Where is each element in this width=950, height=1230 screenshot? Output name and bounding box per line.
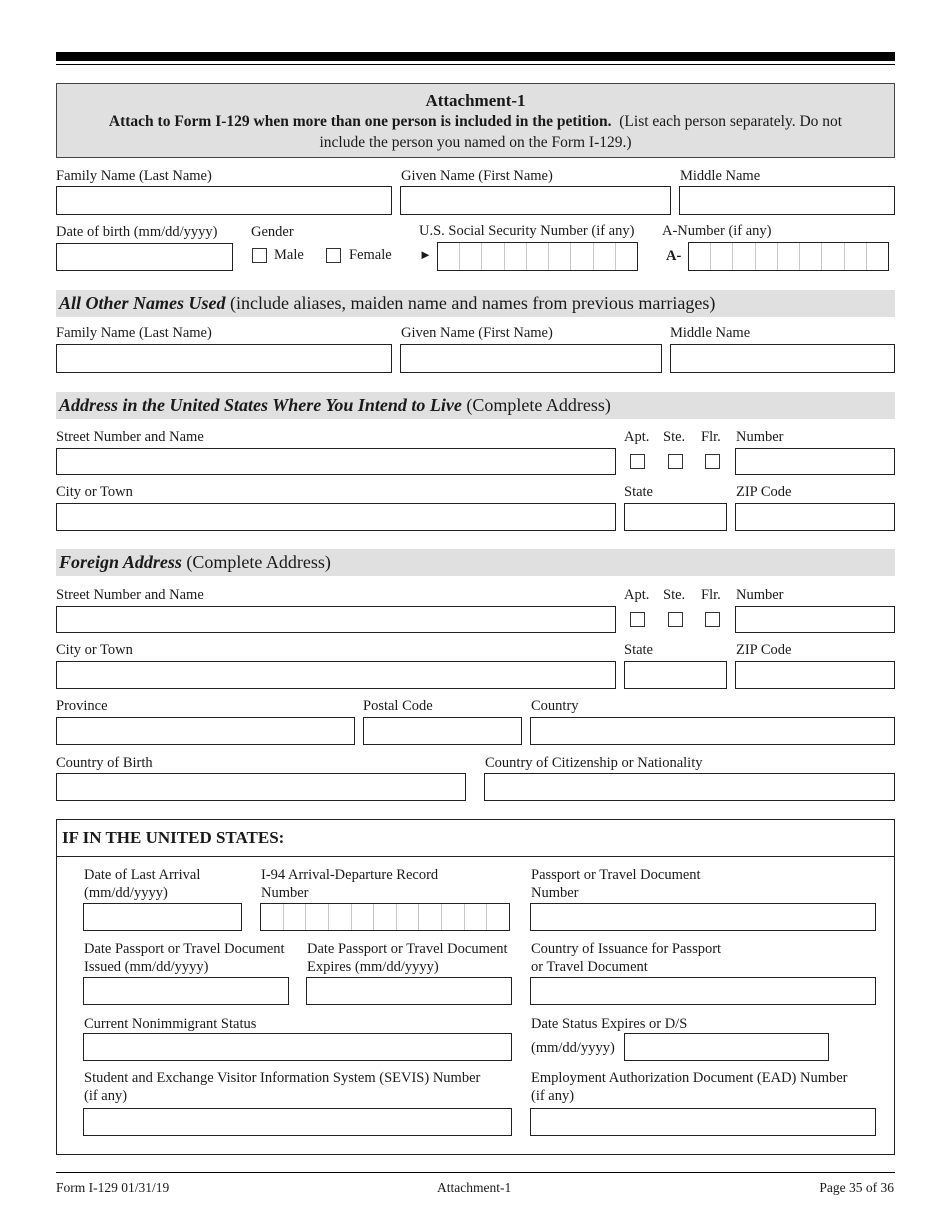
female-label: Female xyxy=(349,247,392,263)
i94-input[interactable] xyxy=(260,903,510,931)
nonimmigrant-status-input[interactable] xyxy=(83,1033,512,1061)
province-input[interactable] xyxy=(56,717,355,745)
other-given-name-input[interactable] xyxy=(400,344,662,373)
passport-label-2: Number xyxy=(531,885,579,901)
pp-issued-input[interactable] xyxy=(83,977,289,1005)
us-state-label: State xyxy=(624,484,653,500)
given-name-label: Given Name (First Name) xyxy=(401,168,553,184)
foreign-apt-label: Apt. xyxy=(624,587,650,603)
us-address-heading-rest: (Complete Address) xyxy=(466,395,611,415)
attachment-instruction xyxy=(57,111,894,132)
country-of-birth-input[interactable] xyxy=(56,773,466,801)
country-label: Country xyxy=(531,698,579,714)
us-address-heading-bold: Address in the United States Where You Intend to Live xyxy=(59,395,462,415)
foreign-flr-label: Flr. xyxy=(701,587,721,603)
other-names-heading-rest: (include aliases, maiden name and names from previous marriages) xyxy=(230,293,716,313)
us-number-label: Number xyxy=(736,429,784,445)
foreign-state-label: State xyxy=(624,642,653,658)
instruction-bold: Attach to Form I-129 when more than one person is included in the petition. xyxy=(108,113,612,130)
in-us-heading: IF IN THE UNITED STATES: xyxy=(62,828,285,847)
foreign-address-heading-rest: (Complete Address) xyxy=(186,552,331,572)
us-flr-label: Flr. xyxy=(701,429,721,445)
us-ste-checkbox[interactable] xyxy=(668,454,683,469)
sevis-input[interactable] xyxy=(83,1108,512,1136)
ead-input[interactable] xyxy=(530,1108,876,1136)
last-arrival-input[interactable] xyxy=(83,903,242,931)
status-format-label: (mm/dd/yyyy) xyxy=(531,1040,615,1056)
issuance-label-1: Country of Issuance for Passport xyxy=(531,941,722,957)
pp-issued-label-2: Issued (mm/dd/yyyy) xyxy=(84,959,209,975)
status-expires-input[interactable] xyxy=(624,1033,829,1061)
foreign-street-input[interactable] xyxy=(56,606,616,633)
foreign-zip-input[interactable] xyxy=(735,661,895,689)
passport-number-input[interactable] xyxy=(530,903,876,931)
foreign-zip-label: ZIP Code xyxy=(736,642,792,658)
foreign-city-label: City or Town xyxy=(56,642,133,658)
dob-input[interactable] xyxy=(56,243,233,271)
us-flr-checkbox[interactable] xyxy=(705,454,720,469)
top-rule-thin xyxy=(56,64,895,65)
foreign-address-heading-bold: Foreign Address xyxy=(59,552,182,572)
us-apt-checkbox[interactable] xyxy=(630,454,645,469)
us-zip-input[interactable] xyxy=(735,503,895,531)
postal-code-input[interactable] xyxy=(363,717,522,745)
us-city-label: City or Town xyxy=(56,484,133,500)
last-arrival-label-2: (mm/dd/yyyy) xyxy=(84,885,168,901)
instruction-rest-2: include the person you named on the Form I-129.) xyxy=(319,134,632,151)
male-label: Male xyxy=(274,247,304,263)
i94-label-2: Number xyxy=(261,885,309,901)
us-state-input[interactable] xyxy=(624,503,727,531)
ead-label-1: Employment Authorization Document (EAD) Number xyxy=(531,1070,848,1086)
us-city-input[interactable] xyxy=(56,503,616,531)
us-zip-label: ZIP Code xyxy=(736,484,792,500)
foreign-street-label: Street Number and Name xyxy=(56,587,204,603)
in-us-heading-divider xyxy=(56,856,895,857)
attachment-title: Attachment-1 xyxy=(425,91,526,110)
other-names-heading-bold: All Other Names Used xyxy=(59,293,226,313)
foreign-ste-label: Ste. xyxy=(663,587,686,603)
foreign-address-heading xyxy=(56,549,895,576)
ssn-input[interactable] xyxy=(437,242,638,271)
footer-rule xyxy=(56,1172,895,1173)
foreign-ste-checkbox[interactable] xyxy=(668,612,683,627)
a-number-input[interactable] xyxy=(688,242,889,271)
passport-label-1: Passport or Travel Document xyxy=(531,867,701,883)
attachment-header xyxy=(56,83,895,158)
a-number-label: A-Number (if any) xyxy=(662,223,772,239)
dob-label: Date of birth (mm/dd/yyyy) xyxy=(56,224,218,240)
other-family-name-label: Family Name (Last Name) xyxy=(56,325,212,341)
province-label: Province xyxy=(56,698,108,714)
us-address-heading xyxy=(56,392,895,419)
other-given-name-label: Given Name (First Name) xyxy=(401,325,553,341)
middle-name-input[interactable] xyxy=(679,186,895,215)
middle-name-label: Middle Name xyxy=(680,168,761,184)
family-name-input[interactable] xyxy=(56,186,392,215)
pp-expires-input[interactable] xyxy=(306,977,512,1005)
other-middle-name-input[interactable] xyxy=(670,344,895,373)
other-family-name-input[interactable] xyxy=(56,344,392,373)
foreign-number-input[interactable] xyxy=(735,606,895,633)
issuance-country-input[interactable] xyxy=(530,977,876,1005)
footer-attachment: Attachment-1 xyxy=(437,1180,512,1195)
postal-code-label: Postal Code xyxy=(363,698,433,714)
us-street-label: Street Number and Name xyxy=(56,429,204,445)
pp-expires-label-1: Date Passport or Travel Document xyxy=(307,941,508,957)
issuance-label-2: or Travel Document xyxy=(531,959,648,975)
other-names-heading xyxy=(56,290,895,317)
ssn-arrow-icon: ► xyxy=(419,247,432,262)
us-number-input[interactable] xyxy=(735,448,895,475)
instruction-rest-1: (List each person separately. Do not xyxy=(619,113,843,130)
other-middle-name-label: Middle Name xyxy=(670,325,751,341)
status-expires-label: Date Status Expires or D/S xyxy=(531,1016,688,1032)
foreign-number-label: Number xyxy=(736,587,784,603)
given-name-input[interactable] xyxy=(400,186,671,215)
foreign-flr-checkbox[interactable] xyxy=(705,612,720,627)
foreign-apt-checkbox[interactable] xyxy=(630,612,645,627)
citizenship-input[interactable] xyxy=(484,773,895,801)
foreign-city-input[interactable] xyxy=(56,661,616,689)
female-checkbox[interactable] xyxy=(326,248,341,263)
ead-label-2: (if any) xyxy=(531,1088,575,1104)
top-rule-thick xyxy=(56,52,895,61)
country-of-birth-label: Country of Birth xyxy=(56,755,153,771)
gender-label: Gender xyxy=(251,224,294,240)
nonimmigrant-status-label: Current Nonimmigrant Status xyxy=(84,1016,257,1032)
footer-page-number: Page 35 of 36 xyxy=(819,1180,894,1195)
us-apt-label: Apt. xyxy=(624,429,650,445)
us-ste-label: Ste. xyxy=(663,429,686,445)
country-input[interactable] xyxy=(530,717,895,745)
i94-label-1: I-94 Arrival-Departure Record xyxy=(261,867,439,883)
us-street-input[interactable] xyxy=(56,448,616,475)
sevis-label-2: (if any) xyxy=(84,1088,128,1104)
sevis-label-1: Student and Exchange Visitor Information System (SEVIS) Number xyxy=(84,1070,481,1086)
ssn-label: U.S. Social Security Number (if any) xyxy=(419,223,635,239)
pp-expires-label-2: Expires (mm/dd/yyyy) xyxy=(307,959,439,975)
pp-issued-label-1: Date Passport or Travel Document xyxy=(84,941,285,957)
citizenship-label: Country of Citizenship or Nationality xyxy=(485,755,703,771)
last-arrival-label-1: Date of Last Arrival xyxy=(84,867,201,883)
foreign-state-input[interactable] xyxy=(624,661,727,689)
footer-form-id: Form I-129 01/31/19 xyxy=(56,1180,170,1195)
male-checkbox[interactable] xyxy=(252,248,267,263)
family-name-label: Family Name (Last Name) xyxy=(56,168,212,184)
a-number-prefix: A- xyxy=(666,248,682,264)
